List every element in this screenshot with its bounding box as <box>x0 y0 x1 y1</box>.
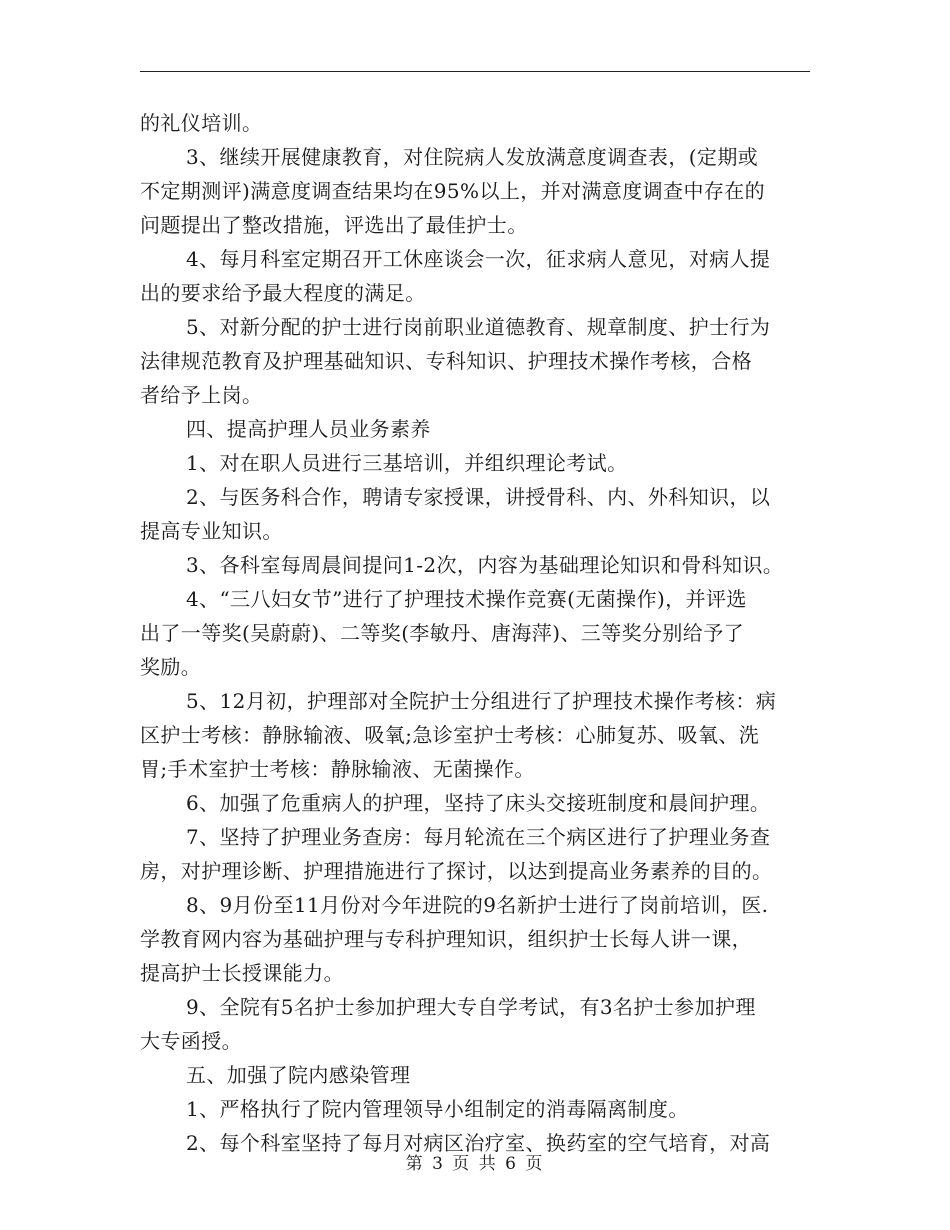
text-line: 9、全院有5名护士参加护理大专自学考试，有3名护士参加护理 <box>186 995 756 1019</box>
text-line: 区护士考核：静脉输液、吸氧;急诊室护士考核：心肺复苏、吸氧、洗 <box>140 723 760 747</box>
page-footer: 第 3 页 共 6 页 <box>405 1154 545 1174</box>
text-line: 2、每个科室坚持了每月对病区治疗室、换药室的空气培育，对高 <box>186 1131 771 1155</box>
text-line: 5、12月初，护理部对全院护士分组进行了护理技术操作考核：病 <box>186 689 777 713</box>
text-line: 5、对新分配的护士进行岗前职业道德教育、规章制度、护士行为 <box>186 315 771 339</box>
text-line: 提高护士长授课能力。 <box>140 961 344 985</box>
text-line: 出了一等奖(吴蔚蔚)、二等奖(李敏丹、唐海萍)、三等奖分别给予了 <box>140 621 745 645</box>
text-line: 五、加强了院内感染管理 <box>186 1063 411 1087</box>
text-line: 8、9月份至11月份对今年进院的9名新护士进行了岗前培训，医. <box>186 893 769 917</box>
text-line: 房，对护理诊断、护理措施进行了探讨，以达到提高业务素养的目的。 <box>140 859 773 883</box>
text-line: 问题提出了整改措施，评选出了最佳护士。 <box>140 213 528 237</box>
text-line: 奖励。 <box>140 655 202 679</box>
text-line: 6、加强了危重病人的护理，坚持了床头交接班制度和晨间护理。 <box>186 791 771 815</box>
text-line: 者给予上岗。 <box>140 383 263 407</box>
text-line: 不定期测评)满意度调查结果均在95%以上，并对满意度调查中存在的 <box>140 179 766 203</box>
text-line: 学教育网内容为基础护理与专科护理知识，组织护士长每人讲一课， <box>140 927 752 951</box>
text-line: 提高专业知识。 <box>140 519 283 543</box>
text-line: 4、每月科室定期召开工休座谈会一次，征求病人意见，对病人提 <box>186 247 771 271</box>
text-line: 3、继续开展健康教育，对住院病人发放满意度调查表，(定期或 <box>186 145 759 169</box>
text-line: 四、提高护理人员业务素养 <box>186 417 431 441</box>
text-line: 3、各科室每周晨间提问1-2次，内容为基础理论知识和骨科知识。 <box>186 553 784 577</box>
text-line: 4、“三八妇女节”进行了护理技术操作竞赛(无菌操作)，并评选 <box>186 587 747 611</box>
text-line: 7、坚持了护理业务查房：每月轮流在三个病区进行了护理业务查 <box>186 825 771 849</box>
text-line: 2、与医务科合作，聘请专家授课，讲授骨科、内、外科知识，以 <box>186 485 771 509</box>
text-line: 胃;手术室护士考核：静脉输液、无菌操作。 <box>140 757 535 781</box>
document-body <box>140 106 810 1160</box>
text-line: 1、严格执行了院内管理领导小组制定的消毒隔离制度。 <box>186 1097 689 1121</box>
text-line: 出的要求给予最大程度的满足。 <box>140 281 426 305</box>
header-rule <box>140 71 810 72</box>
text-line: 1、对在职人员进行三基培训，并组织理论考试。 <box>186 451 628 475</box>
text-line: 的礼仪培训。 <box>140 111 263 135</box>
text-line: 法律规范教育及护理基础知识、专科知识、护理技术操作考核，合格 <box>140 349 752 373</box>
text-line: 大专函授。 <box>140 1029 242 1053</box>
